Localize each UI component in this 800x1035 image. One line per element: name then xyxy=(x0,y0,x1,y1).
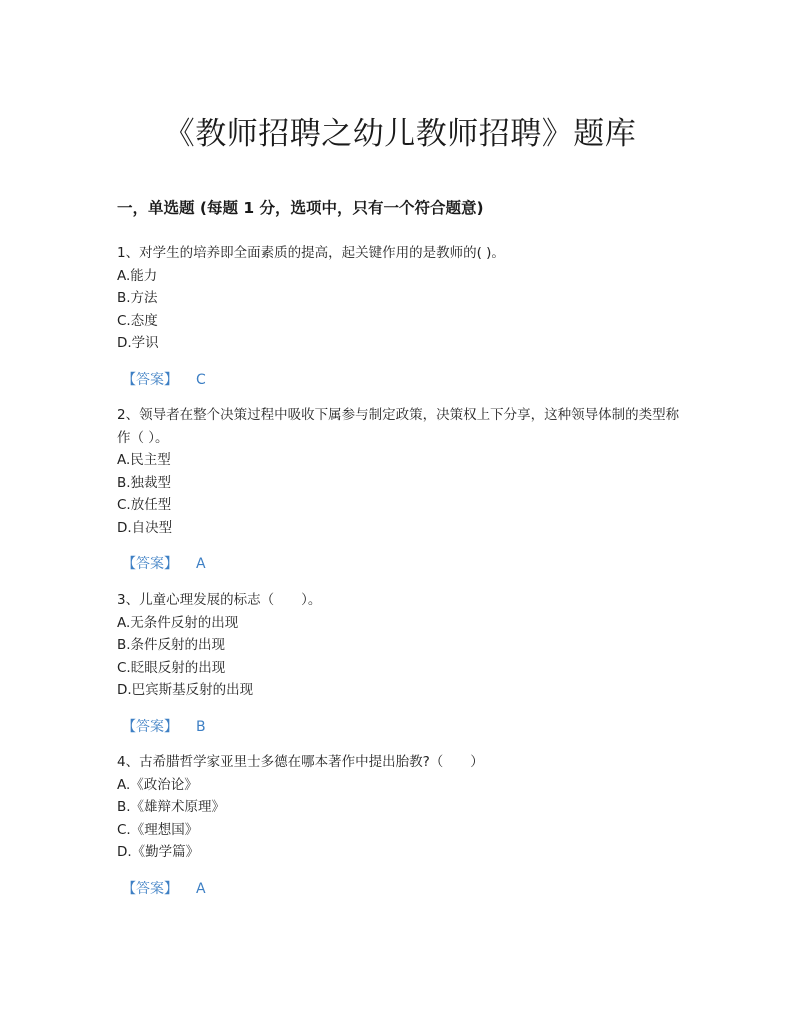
question-item xyxy=(117,404,687,576)
answer-row xyxy=(117,716,687,739)
answer-value: A xyxy=(196,880,206,897)
option-c: C.眨眼反射的出现 xyxy=(117,659,226,676)
question-stem: 2、领导者在整个决策过程中吸收下属参与制定政策，决策权上下分享，这种领导体制的类型称作（ ）。 xyxy=(117,407,680,446)
option-a: A.民主型 xyxy=(117,452,171,468)
question-item xyxy=(117,242,687,391)
question-stem: 1、对学生的培养即全面素质的提高，起关键作用的是教师的( )。 xyxy=(117,245,505,261)
option-b: B.方法 xyxy=(117,290,158,306)
answer-value: C xyxy=(196,371,206,388)
option-d: D.《勤学篇》 xyxy=(117,844,200,860)
document-title: 《教师招聘之幼儿教师招聘》题库 xyxy=(163,116,637,152)
section-heading: 一，单选题 (每题 1 分，选项中，只有一个符合题意) xyxy=(117,199,484,217)
answer-row xyxy=(117,878,687,901)
answer-label: 【答案】 xyxy=(122,371,178,388)
answer-row xyxy=(117,553,687,576)
option-a: A.无条件反射的出现 xyxy=(117,614,239,631)
option-b: B.条件反射的出现 xyxy=(117,637,226,653)
option-c: C.《理想国》 xyxy=(117,821,199,838)
option-c: C.态度 xyxy=(117,312,158,329)
answer-label: 【答案】 xyxy=(122,556,178,572)
answer-label: 【答案】 xyxy=(122,880,178,897)
question-stem: 3、儿童心理发展的标志（ ）。 xyxy=(117,592,322,608)
option-d: D.学识 xyxy=(117,335,159,351)
answer-row xyxy=(117,369,687,392)
answer-value: A xyxy=(196,556,206,572)
option-d: D.巴宾斯基反射的出现 xyxy=(117,682,254,698)
option-c: C.放任型 xyxy=(117,497,172,513)
question-item xyxy=(117,751,687,900)
option-a: A.《政治论》 xyxy=(117,776,198,793)
option-b: B.独裁型 xyxy=(117,474,172,491)
answer-value: B xyxy=(196,718,206,735)
option-a: A.能力 xyxy=(117,267,158,284)
question-stem: 4、古希腊哲学家亚里士多德在哪本著作中提出胎教?（ ） xyxy=(117,754,484,770)
option-d: D.自决型 xyxy=(117,519,173,536)
option-b: B.《雄辩术原理》 xyxy=(117,799,226,815)
question-item xyxy=(117,589,687,738)
answer-label: 【答案】 xyxy=(122,718,178,735)
